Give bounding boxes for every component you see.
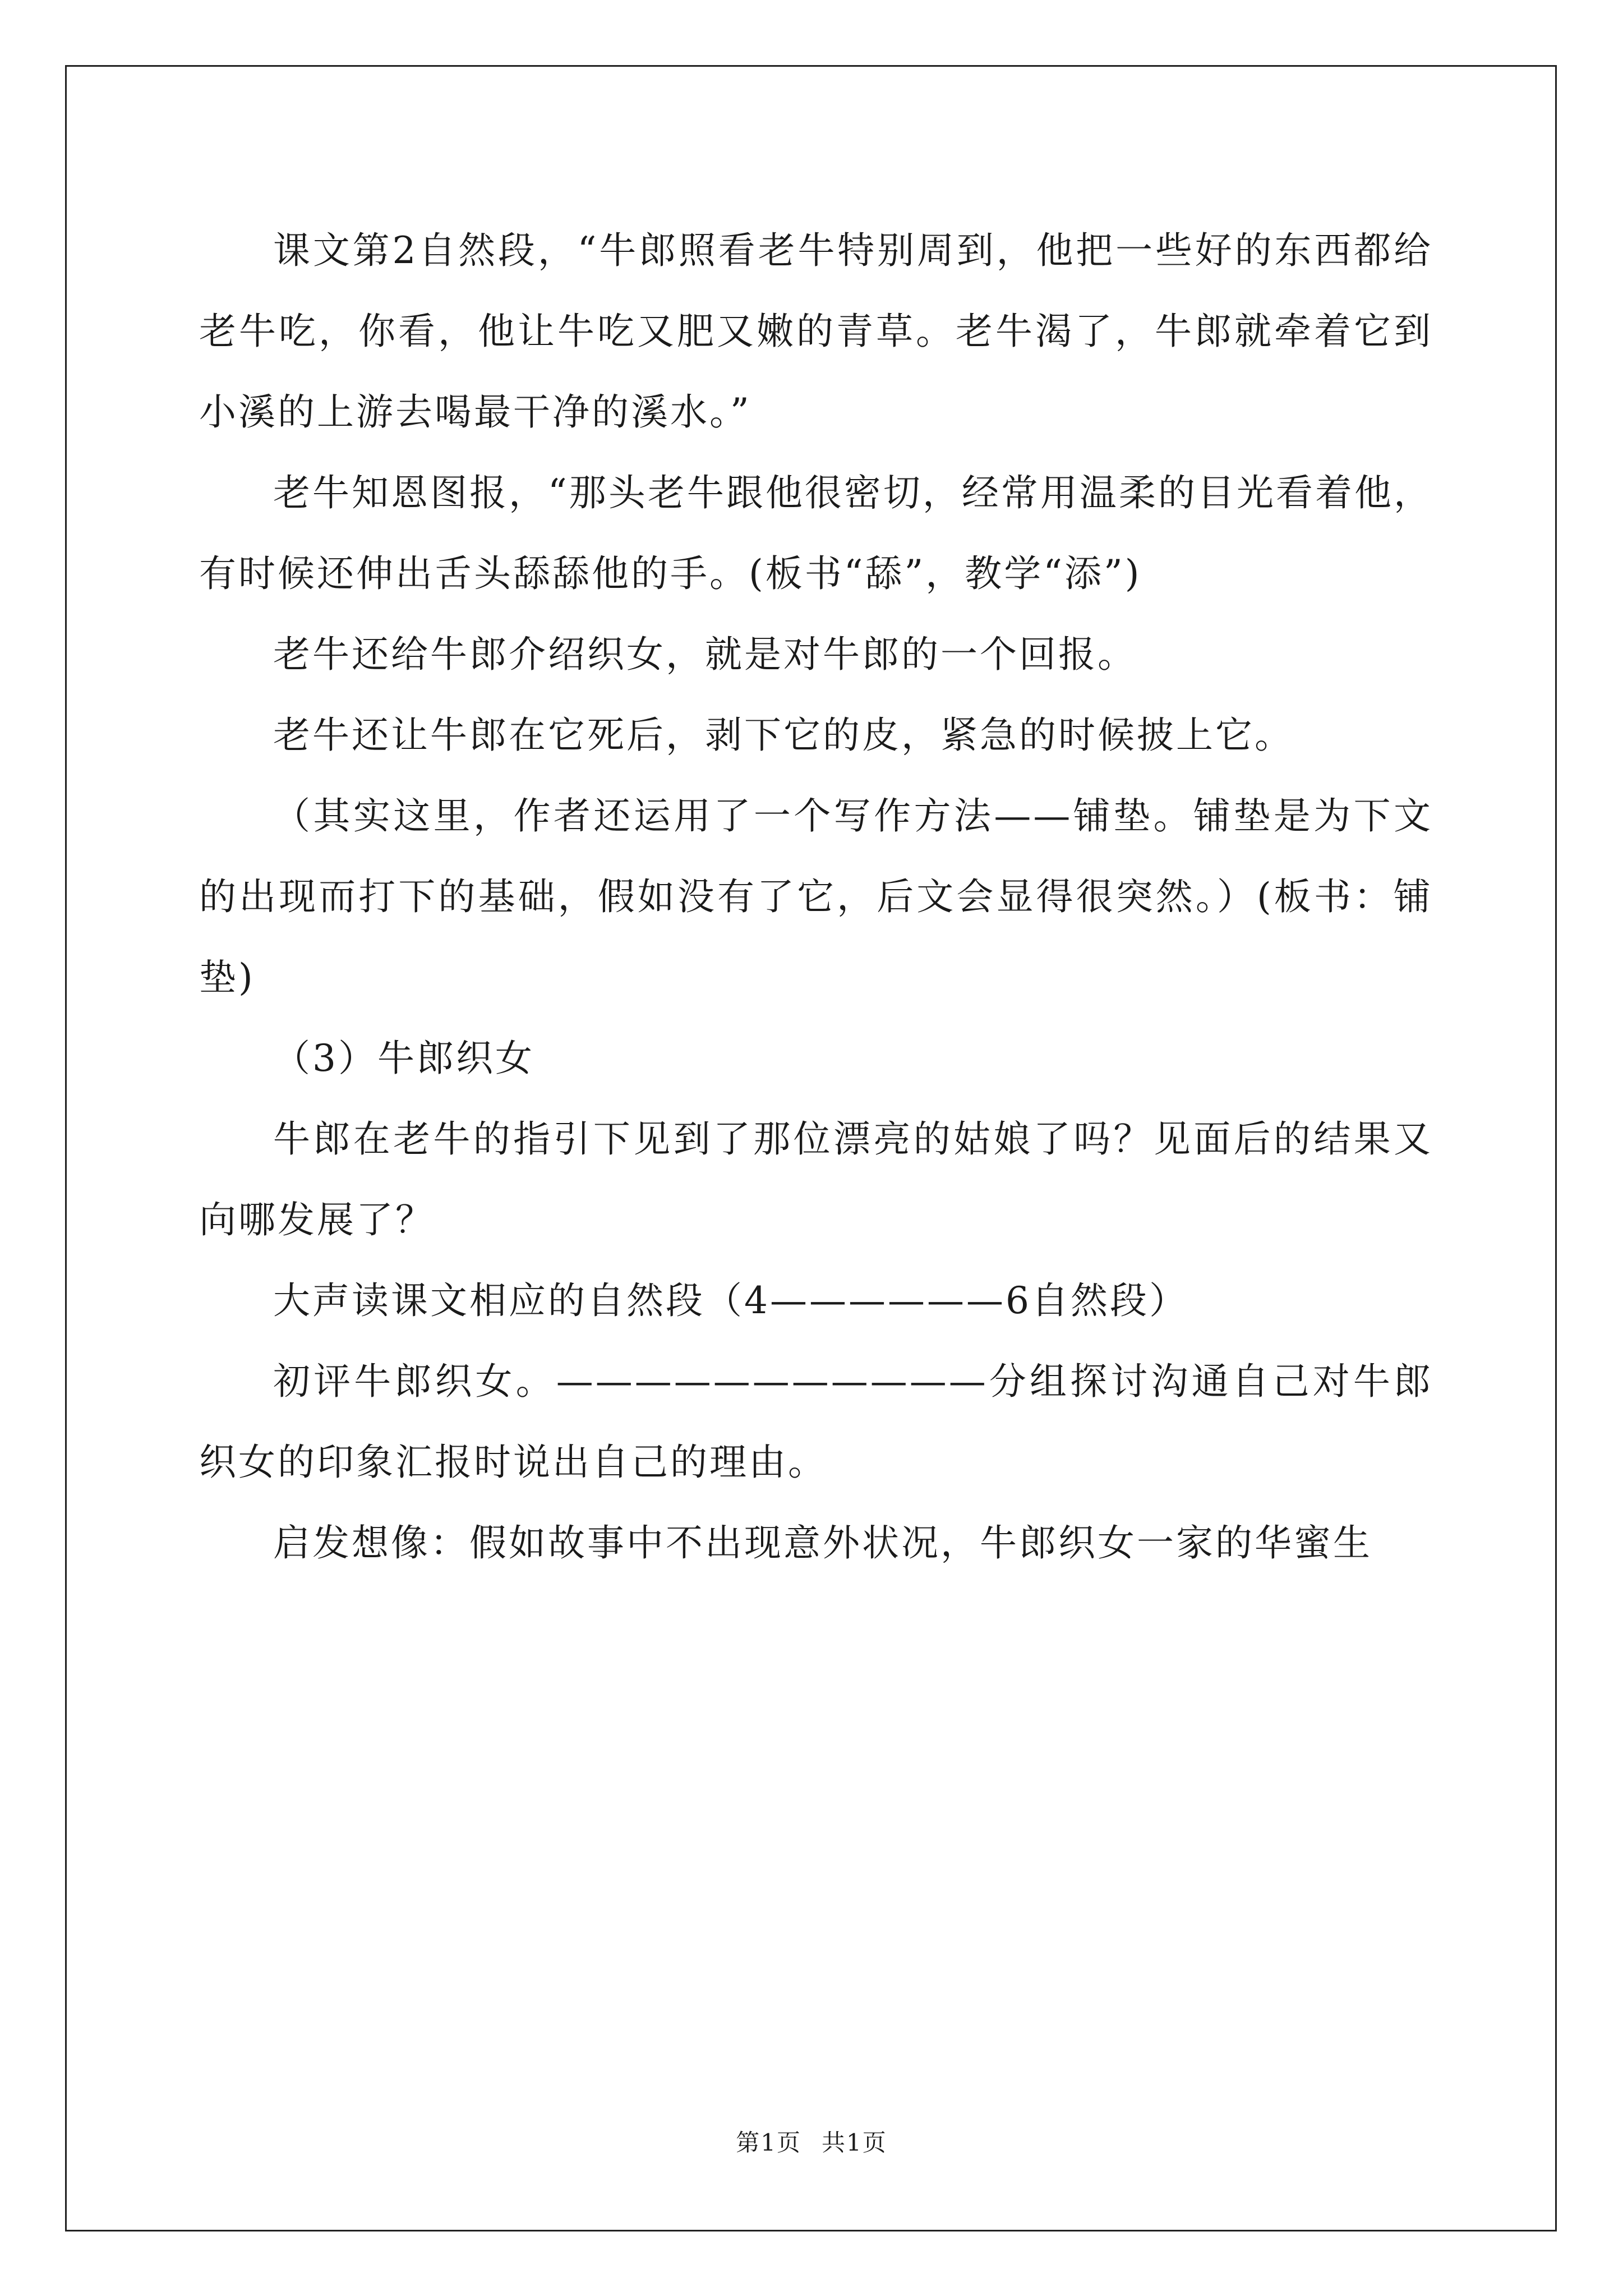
paragraph-6: 牛郎在老牛的指引下见到了那位漂亮的姑娘了吗？见面后的结果又向哪发展了？: [199, 1117, 1433, 1241]
section-heading: （3）牛郎织女: [273, 1037, 534, 1080]
page-footer: [0, 2126, 1623, 2160]
paragraph-8: 初评牛郎织女。———————————分组探讨沟通自己对牛郎织女的印象汇报时说出自己的理由。: [199, 1360, 1433, 1484]
paragraph-7: 大声读课文相应的自然段（4——————6自然段）: [273, 1279, 1188, 1322]
paragraph-1: 课文第2自然段，“牛郎照看老牛特别周到，他把一些好的东西都给老牛吃，你看，他让牛吃又肥又嫩的青草。老牛渴了，牛郎就牵着它到小溪的上游去喝最干净的溪水。”: [199, 229, 1433, 434]
page-number: 第1页: [736, 2129, 801, 2156]
paragraph-4: 老牛还让牛郎在它死后，剥下它的皮，紧急的时候披上它。: [273, 714, 1294, 757]
paragraph-5: （其实这里，作者还运用了一个写作方法——铺垫。铺垫是为下文的出现而打下的基础，假如没有了它，后文会显得很突然。）(板书：铺垫): [199, 794, 1433, 999]
document-body: [199, 210, 1433, 1584]
paragraph-2: 老牛知恩图报，“那头老牛跟他很密切，经常用温柔的目光看着他，有时候还伸出舌头舔舔他的手。(板书“舔”，教学“添”): [199, 471, 1433, 595]
paragraph-3: 老牛还给牛郎介绍织女，就是对牛郎的一个回报。: [273, 633, 1137, 676]
paragraph-9: 启发想像：假如故事中不出现意外状况，牛郎织女一家的华蜜生: [273, 1521, 1372, 1565]
page-total: 共1页: [822, 2129, 887, 2156]
